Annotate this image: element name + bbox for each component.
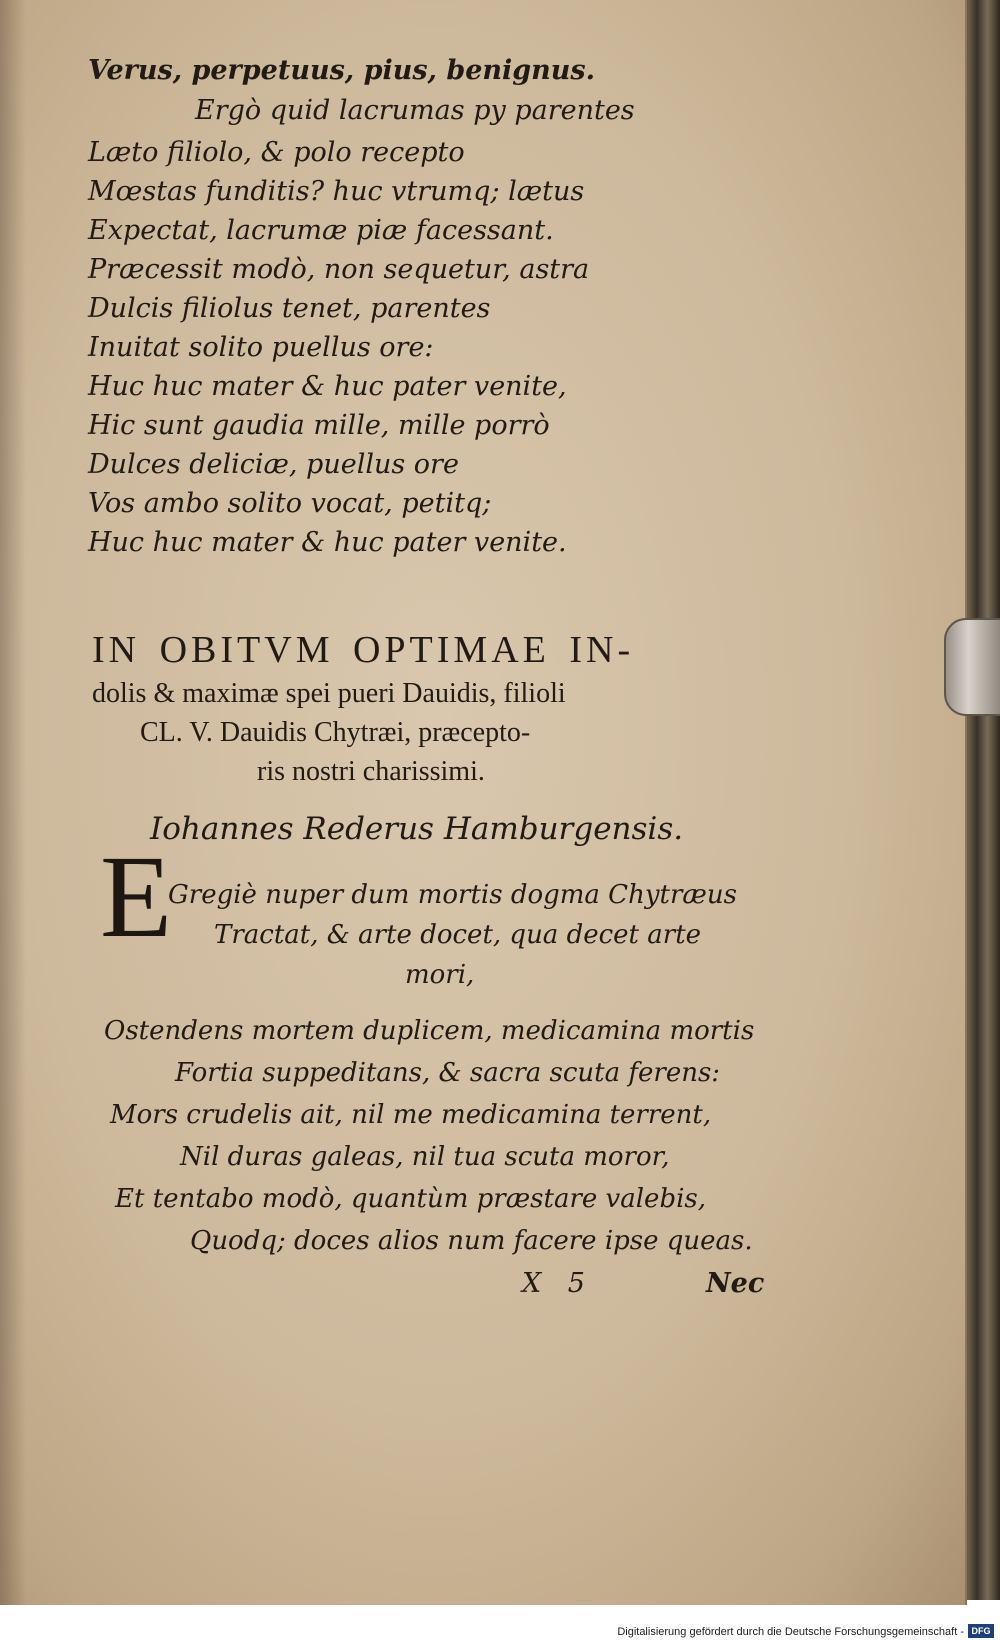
poem-line: Nil duras galeas, nil tua scuta moror, xyxy=(180,1142,670,1172)
poem-line: Tractat, & arte docet, qua decet arte xyxy=(214,920,702,950)
book-clasp xyxy=(944,618,1000,716)
verse-line: Huc huc mater & huc pater venite. xyxy=(88,527,567,558)
poem-line: Gregiè nuper dum mortis dogma Chytræus xyxy=(168,880,737,910)
heading-subtitle: dolis & maximæ spei pueri Dauidis, filioli xyxy=(92,678,566,709)
heading-subtitle: CL. V. Dauidis Chytræi, præcepto- xyxy=(140,717,531,748)
signature-mark: X 5 xyxy=(522,1268,585,1299)
poem-line: Et tentabo modò, quantùm præstare valebis, xyxy=(115,1184,707,1214)
gutter-shadow xyxy=(0,0,26,1605)
verse-line: Ergò quid lacrumas py parentes xyxy=(195,95,635,126)
verse-line: Læto filiolo, & polo recepto xyxy=(88,137,465,168)
verse-line: Expectat, lacrumæ piæ facessant. xyxy=(88,215,554,246)
catchword: Nec xyxy=(706,1268,765,1299)
drop-cap: E xyxy=(100,831,173,962)
verse-line: Dulces deliciæ, puellus ore xyxy=(88,449,459,480)
verse-line: Huc huc mater & huc pater venite, xyxy=(88,371,567,402)
verse-line: Mœstas funditis? huc vtrumq; lætus xyxy=(88,176,585,207)
poem-line: Mors crudelis ait, nil me medicamina terrent, xyxy=(110,1100,712,1130)
dfg-logo: DFG xyxy=(968,1624,994,1638)
heading-subtitle: ris nostri charissimi. xyxy=(257,756,485,787)
verse-line: Hic sunt gaudia mille, mille porrò xyxy=(88,410,550,441)
verse-line: Dulcis filiolus tenet, parentes xyxy=(88,293,491,324)
poem-line: mori, xyxy=(405,960,475,990)
verse-line: Verus, perpetuus, pius, benignus. xyxy=(88,55,596,86)
verse-line: Vos ambo solito vocat, petitq; xyxy=(88,488,492,519)
poem-line: Ostendens mortem duplicem, medicamina mortis xyxy=(104,1016,755,1046)
poem-line: Quodq; doces alios num facere ipse queas. xyxy=(190,1226,753,1256)
author-line: Iohannes Rederus Hamburgensis. xyxy=(150,811,684,847)
verse-line: Inuitat solito puellus ore: xyxy=(88,332,434,363)
funding-credit: Digitalisierung gefördert durch die Deutsche Forschungsgemeinschaft - xyxy=(617,1626,964,1638)
verse-line: Præcessit modò, non sequetur, astra xyxy=(88,254,590,285)
poem-line: Fortia suppeditans, & sacra scuta ferens: xyxy=(175,1058,721,1088)
heading-title: IN OBITVM OPTIMAE IN- xyxy=(92,629,635,671)
